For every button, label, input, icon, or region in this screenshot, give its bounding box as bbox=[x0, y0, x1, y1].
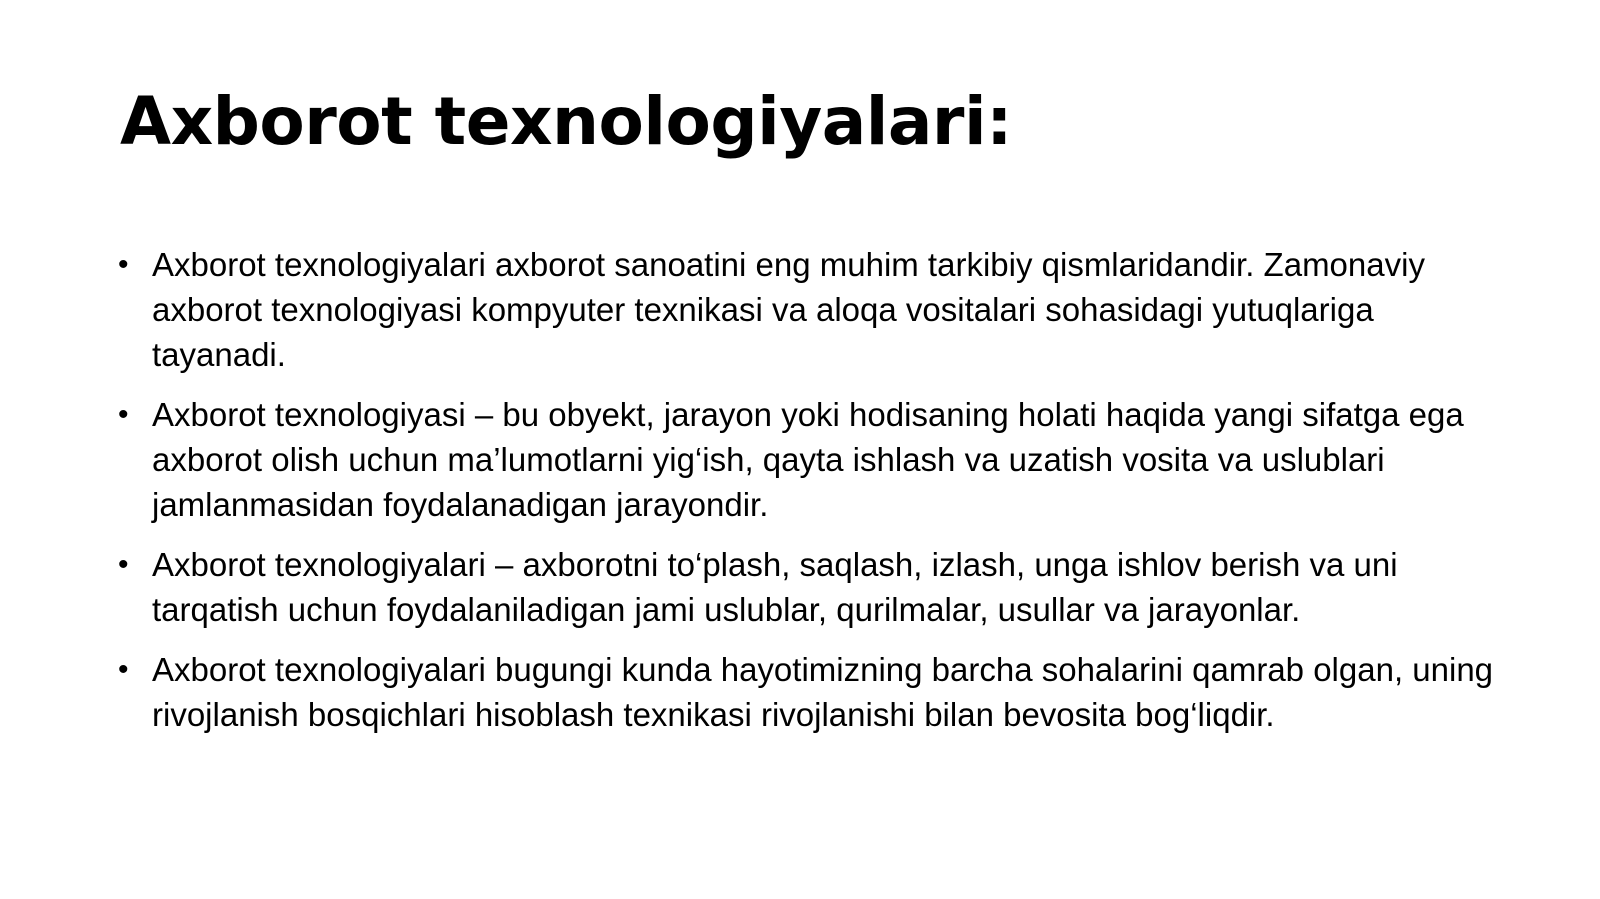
bullet-item bbox=[118, 647, 1498, 737]
bullet-text: Axborot texnologiyalari axborot sanoatini eng muhim tarkibiy qismlaridandir. Zamonaviy axborot texnologiyasi kompyuter texnikasi va aloqa vositalari sohasidagi yutuqlariga tayanadi. bbox=[152, 246, 1425, 373]
bullet-point-icon: • bbox=[118, 653, 129, 686]
bullet-point-icon: • bbox=[118, 248, 129, 281]
bullet-text: Axborot texnologiyalari bugungi kunda hayotimizning barcha sohalarini qamrab olgan, uning rivojlanish bosqichlari hisoblash texnikasi rivojlanishi bilan bevosita bog‘liqdir. bbox=[152, 651, 1494, 733]
bullet-list bbox=[118, 242, 1498, 752]
bullet-item bbox=[118, 392, 1498, 527]
bullet-item bbox=[118, 542, 1498, 632]
bullet-point-icon: • bbox=[118, 548, 129, 581]
bullet-item bbox=[118, 242, 1498, 377]
slide-title: Axborot texnologiyalari: bbox=[120, 83, 1012, 160]
bullet-text: Axborot texnologiyasi – bu obyekt, jarayon yoki hodisaning holati haqida yangi sifatga ega axborot olish uchun ma’lumotlarni yig‘ish, qayta ishlash va uzatish vosita va uslublari jamlanmasidan foydalanadigan jarayondir. bbox=[152, 396, 1464, 523]
bullet-text: Axborot texnologiyalari – axborotni to‘plash, saqlash, izlash, unga ishlov berish va uni tarqatish uchun foydalaniladigan jami uslublar, qurilmalar, usullar va jarayonlar. bbox=[152, 546, 1398, 628]
bullet-point-icon: • bbox=[118, 398, 129, 431]
